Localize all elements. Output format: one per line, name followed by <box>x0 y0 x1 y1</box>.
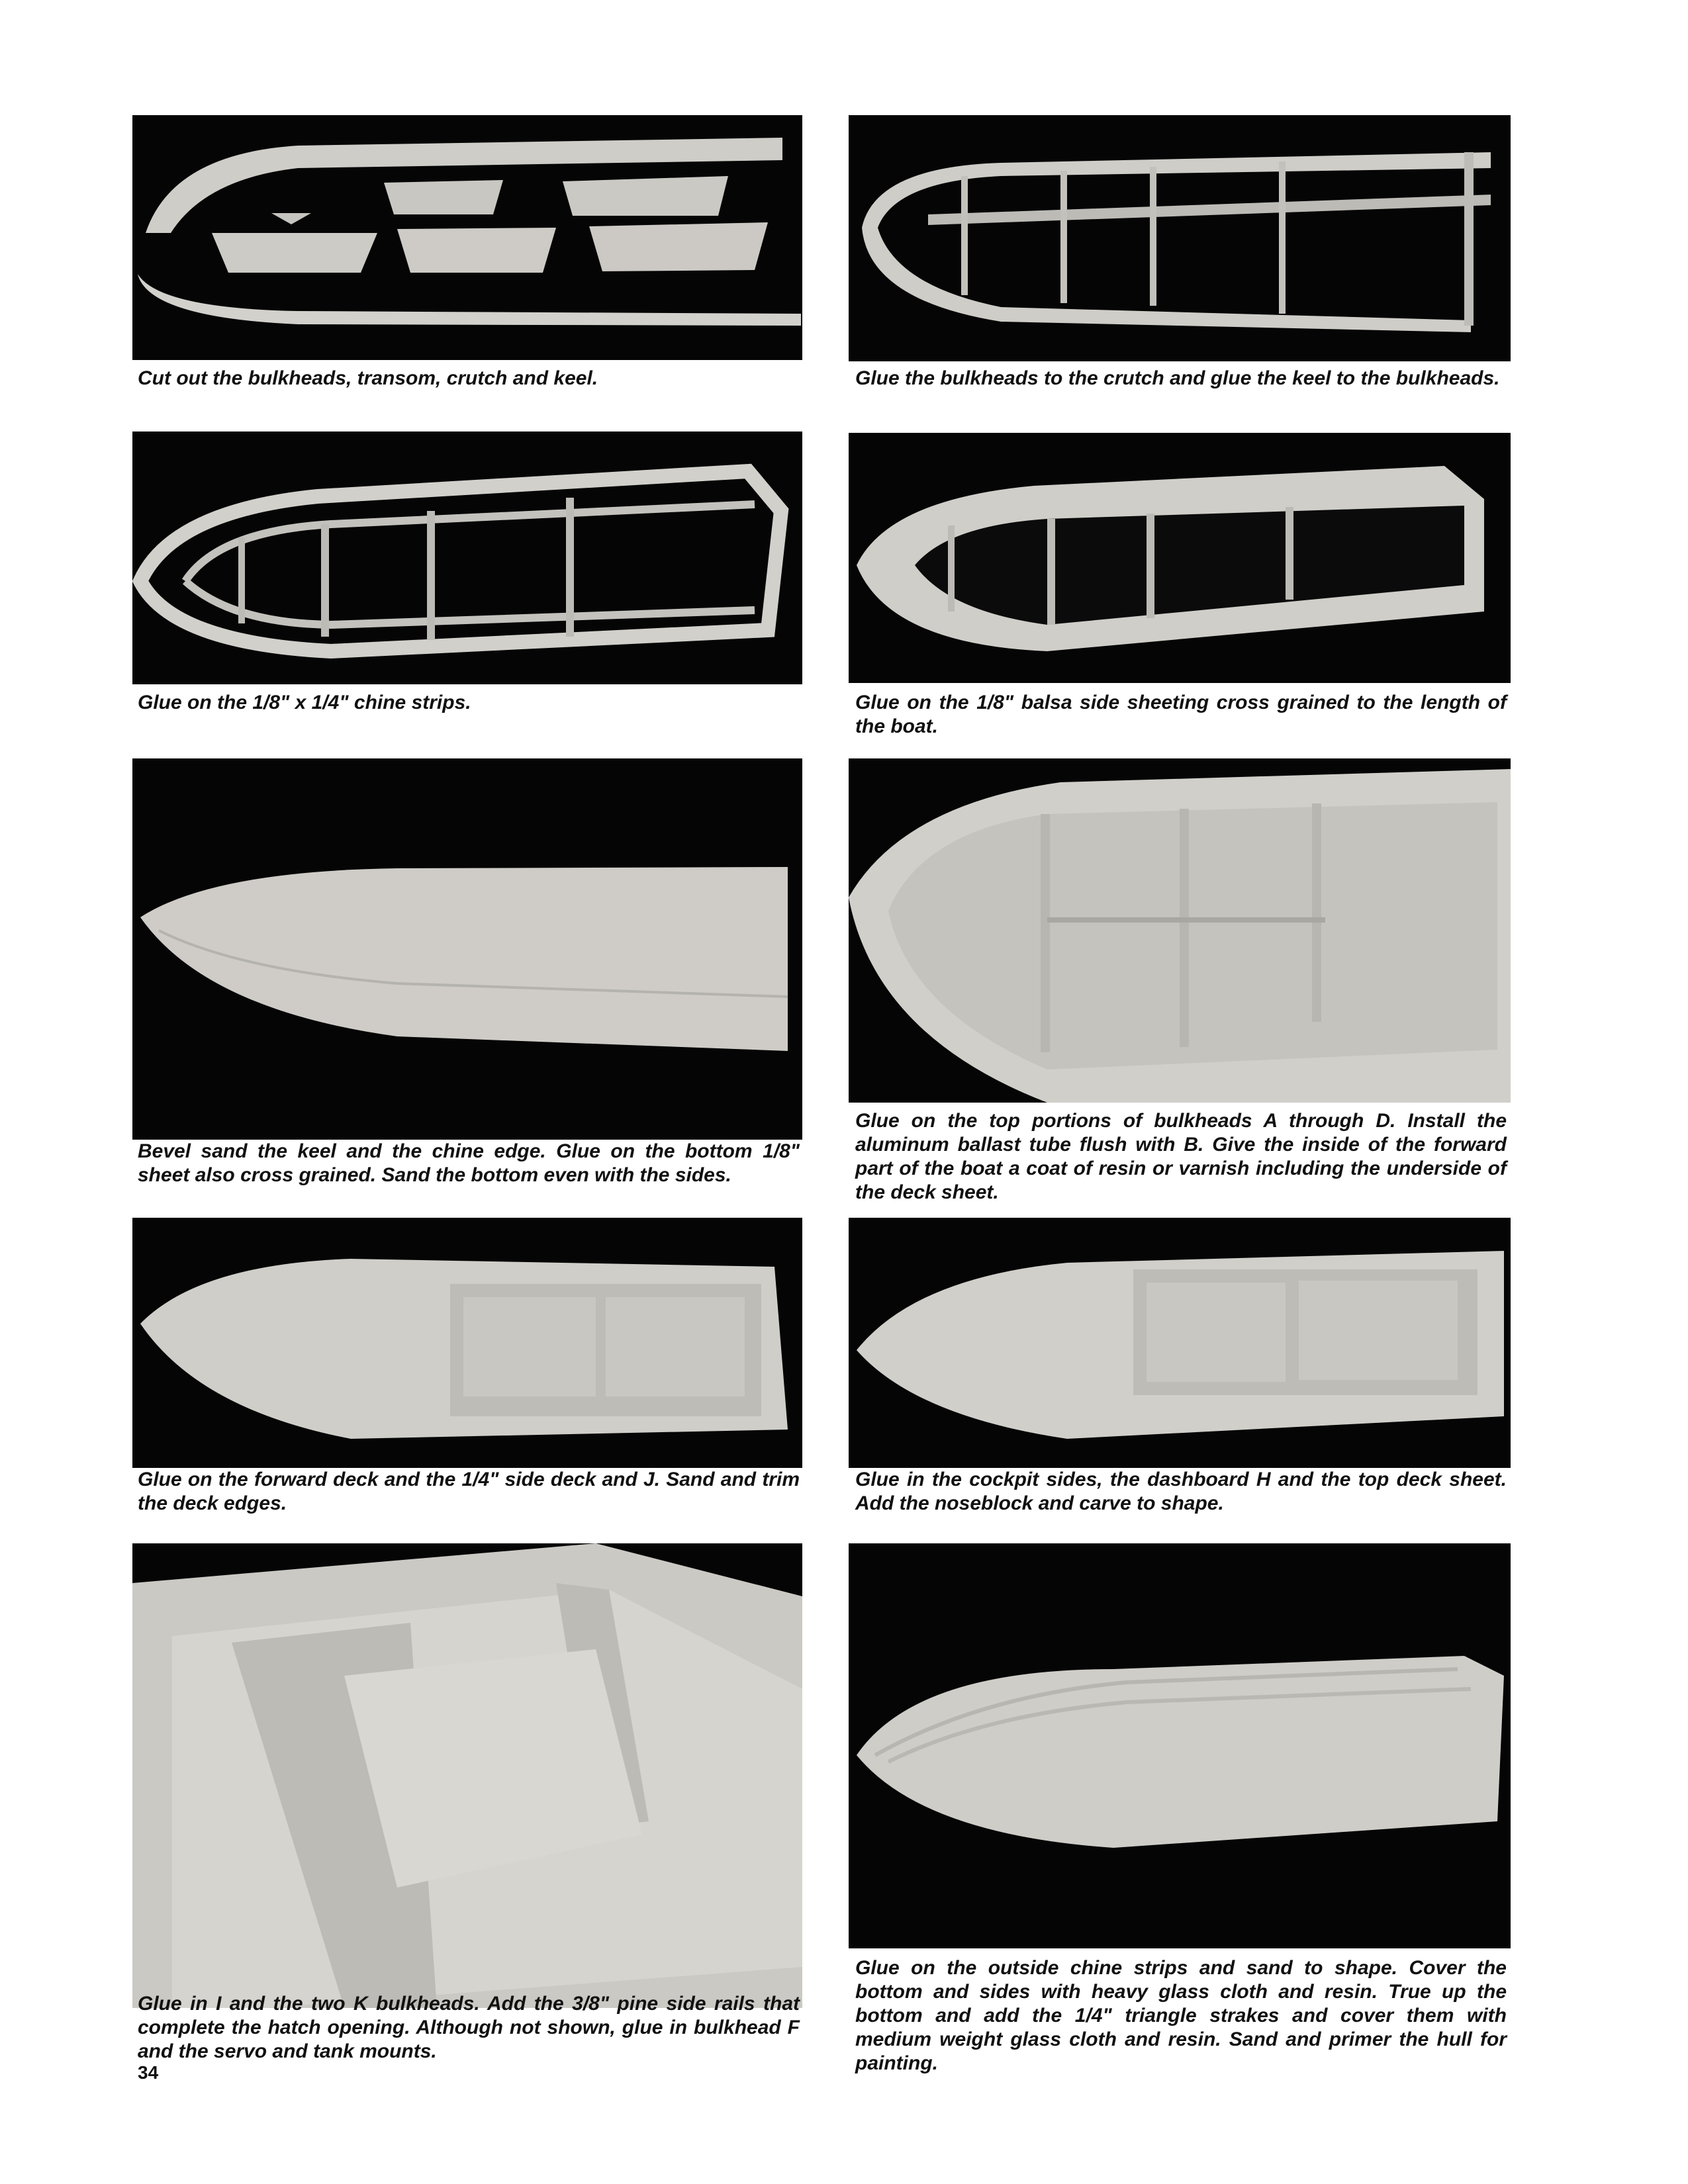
caption-chine-strips: Glue on the 1/8" x 1/4" chine strips. <box>138 692 471 713</box>
photo-frame-assembly <box>849 115 1511 361</box>
page-number: 34 <box>138 2062 159 2083</box>
photo-chine-strips <box>132 432 802 684</box>
photo-cockpit-deck <box>849 1218 1511 1468</box>
photo-side-sheeting <box>849 433 1511 683</box>
caption-hull-interior-top-view: Glue on the top portions of bulkheads A through D. Install the aluminum ballast tube flush with B. Give the inside of the forward part of the boat a coat of resin or varnish including the underside of the deck sheet. <box>855 1110 1507 1203</box>
caption-hatch-closeup: Glue in I and the two K bulkheads. Add the 3/8" pine side rails that complete the hatch opening. Although not shown, glue in bulkhead F and the servo and tank mounts. <box>138 1993 800 2062</box>
caption-finished-hull-bottom: Glue on the outside chine strips and sand to shape. Cover the bottom and sides with heavy glass cloth and resin. True up the bottom and add the 1/4" triangle strakes and cover them with medium weight glass cloth and resin. Sand and primer the hull for painting. <box>855 1957 1507 2074</box>
photo-bottom-sheeted-hull <box>132 758 802 1140</box>
caption-side-sheeting: Glue on the 1/8" balsa side sheeting cross grained to the length of the boat. <box>855 692 1507 737</box>
caption-forward-deck: Glue on the forward deck and the 1/4" side deck and J. Sand and trim the deck edges. <box>138 1469 800 1514</box>
caption-frame-assembly: Glue the bulkheads to the crutch and glue the keel to the bulkheads. <box>855 367 1500 389</box>
photo-finished-hull-bottom <box>849 1543 1511 1948</box>
photo-hull-interior-top-view <box>849 758 1511 1103</box>
photo-hatch-closeup <box>132 1543 802 2008</box>
photo-forward-deck <box>132 1218 802 1468</box>
caption-bottom-sheeted-hull: Bevel sand the keel and the chine edge. Glue on the bottom 1/8" sheet also cross grained. Sand the bottom even with the sides. <box>138 1140 800 1186</box>
caption-cockpit-deck: Glue in the cockpit sides, the dashboard H and the top deck sheet. Add the noseblock and carve to shape. <box>855 1469 1507 1514</box>
photo-cut-out-parts <box>132 115 802 360</box>
caption-cut-out-parts: Cut out the bulkheads, transom, crutch and keel. <box>138 367 598 389</box>
